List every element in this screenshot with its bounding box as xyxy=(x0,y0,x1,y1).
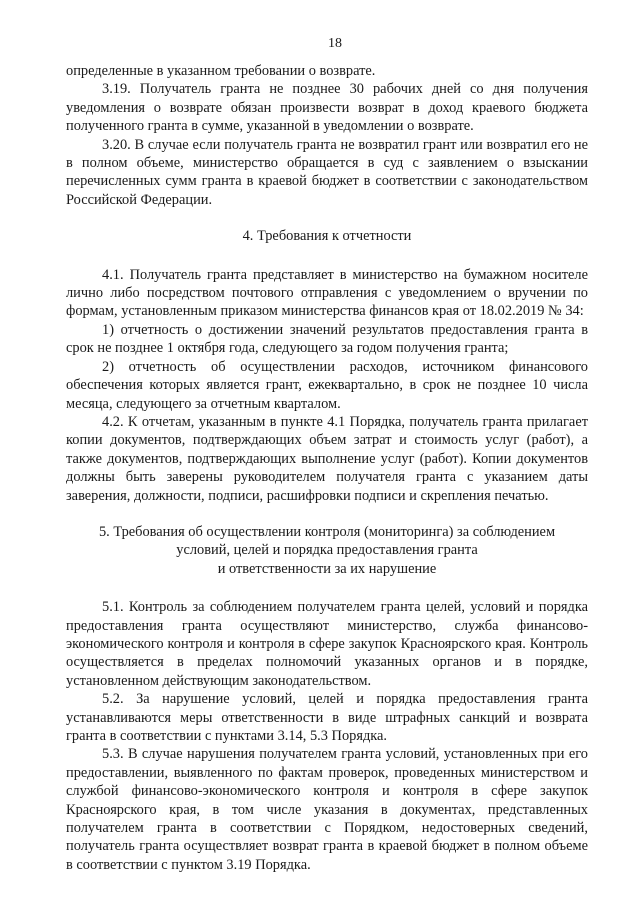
paragraph-5-2: 5.2. За нарушение условий, целей и порядка предоставления гранта устанавливаются меры ответственности в виде штрафных санкций и возврата гранта в соответствии с пунктами 3.14, 5.3 Порядка. xyxy=(66,691,588,744)
section-5-heading-line-2: условий, целей и порядка предоставления гранта xyxy=(176,542,478,559)
paragraph-3-20: 3.20. В случае если получатель гранта не возвратил грант или возвратил его не в полном объеме, министерство обращается в суд с заявлением о взыскании перечисленных сумм гранта в краевой бюджет в соответствии с законодательством Российской Федерации. xyxy=(66,136,588,208)
paragraph-4-1-item-1: 1) отчетность о достижении значений результатов предоставления гранта в срок не позднее 1 октября года, следующего за годом получения гранта; xyxy=(66,321,588,357)
section-5-body xyxy=(66,598,588,874)
top-paragraphs xyxy=(66,62,588,209)
paragraph-4-2: 4.2. К отчетам, указанным в пункте 4.1 Порядка, получатель гранта прилагает копии документов, подтверждающих объем затрат и стоимость услуг (работ), а также документов, подтверждающих выполнение услуг (работ). Копии документов должны быть заверены руководителем получателя гранта с указанием даты заверения, должности, подписи, расшифровки подписи и скрепления печатью. xyxy=(66,413,588,504)
section-5-heading-line-1: 5. Требования об осуществлении контроля (мониторинга) за соблюдением xyxy=(98,523,556,540)
section-4-heading: 4. Требования к отчетности xyxy=(242,228,412,245)
page-number: 18 xyxy=(328,36,342,51)
paragraph-3-19: 3.19. Получатель гранта не позднее 30 рабочих дней со дня получения уведомления о возврате обязан произвести возврат в доход краевого бюджета полученного гранта в сумме, указанной в уведомлении о возврате. xyxy=(66,81,588,135)
paragraph-5-1: 5.1. Контроль за соблюдением получателем гранта целей, условий и порядка предоставления гранта осуществляют министерство, служба финансово-экономического контроля и контроля в сфере закупок Красноярского края. Контроль осуществляется в пределах полномочий указанных органов и в порядке, установленном действующим законодательством. xyxy=(66,599,588,689)
paragraph-5-3: 5.3. В случае нарушения получателем гранта условий, установленных при его предоставлении, выявленного по фактам проверок, проведенных министерством и службой финансово-экономического контроля и контроля в сфере закупок Красноярского края, в том числе указания в документах, представленных получателем гранта в соответствии с Порядком, недостоверных сведений, получатель гранта осуществляет возврат гранта в краевой бюджет в полном объеме в соответствии с пунктом 3.19 Порядка. xyxy=(66,746,588,873)
paragraph-4-1: 4.1. Получатель гранта представляет в министерство на бумажном носителе лично либо посредством почтового отправления с уведомлением о вручении по формам, установленным приказом министерства финансов края от 18.02.2019 № 34: xyxy=(66,266,588,320)
section-4-body xyxy=(66,266,588,505)
paragraph-4-1-item-2: 2) отчетность об осуществлении расходов, источником финансового обеспечения которых является грант, ежеквартально, в срок не позднее 10 числа месяца, следующего за отчетным кварталом. xyxy=(66,358,588,412)
paragraph-continuation: определенные в указанном требовании о возврате. xyxy=(66,63,376,79)
section-5-heading xyxy=(66,523,588,578)
section-5-heading-line-3: и ответственности за их нарушение xyxy=(217,560,437,577)
